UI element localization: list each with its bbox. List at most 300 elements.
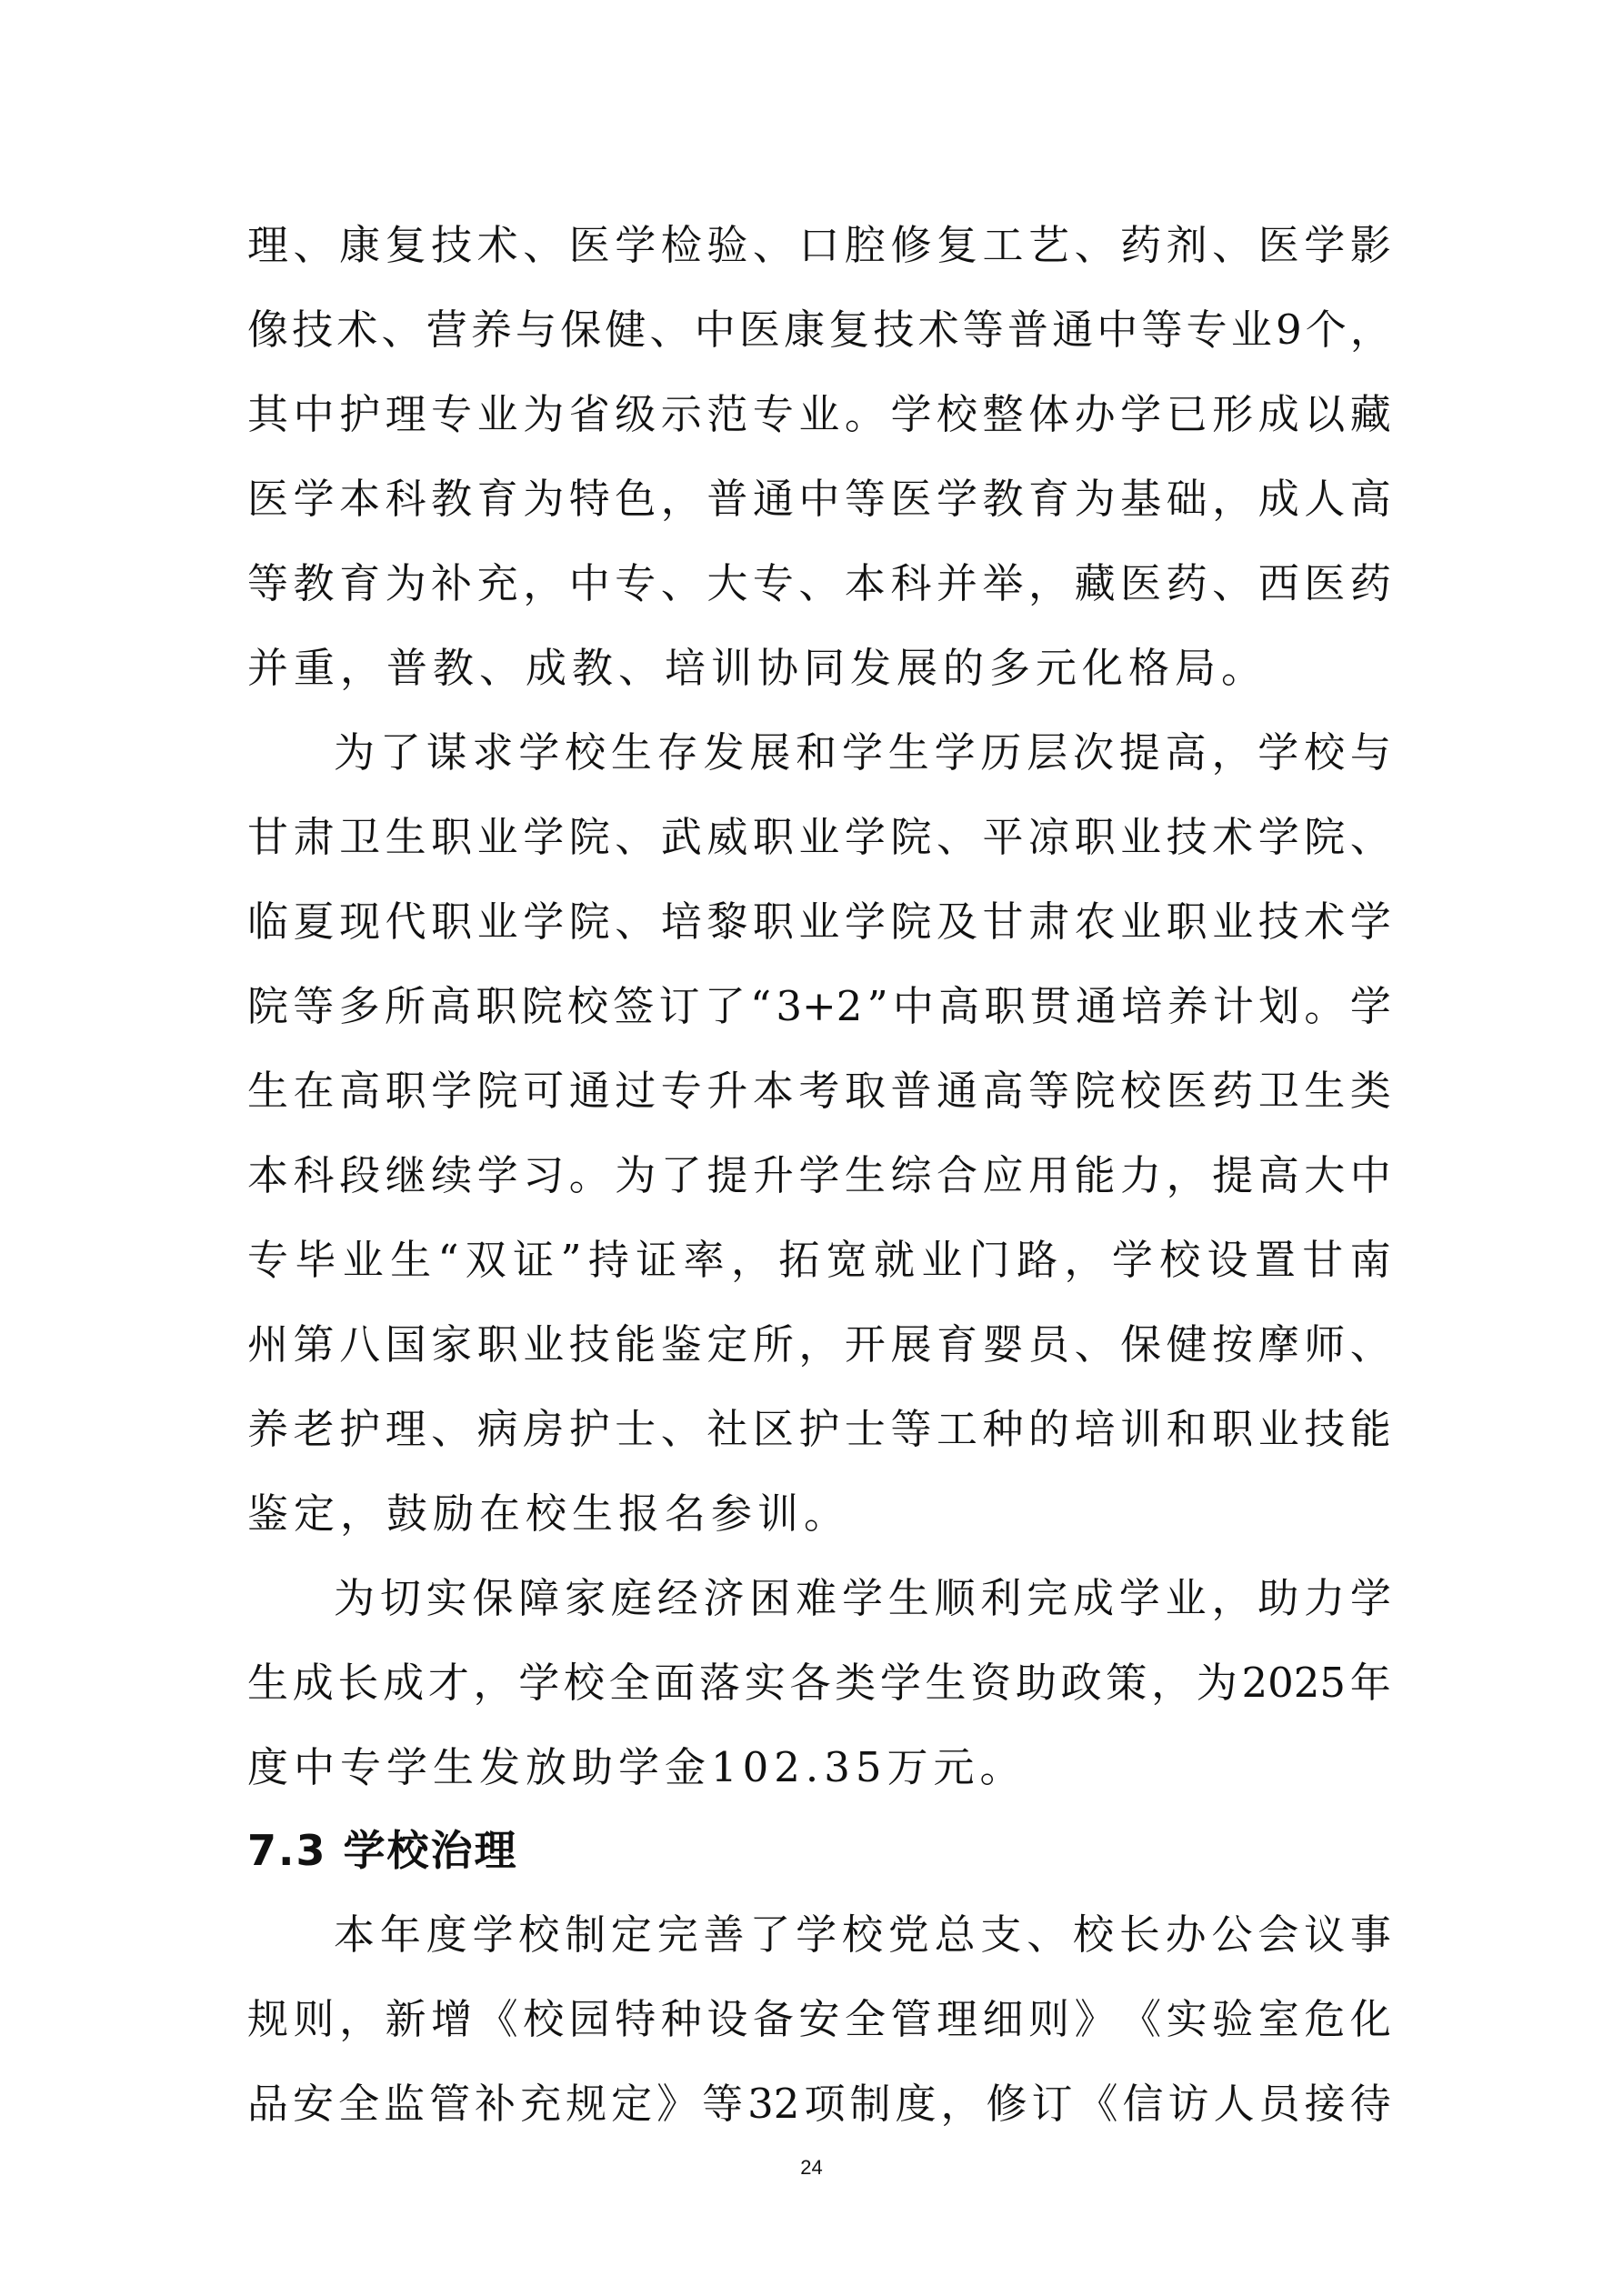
glyph: ，: [523, 559, 565, 607]
glyph: 、: [615, 897, 656, 946]
glyph: 监: [384, 2080, 426, 2128]
glyph: 3+2: [776, 982, 863, 1030]
glyph: 度: [895, 2080, 937, 2128]
glyph: 《: [1120, 1995, 1162, 2043]
glyph: 业: [798, 813, 840, 861]
glyph: 中: [694, 306, 736, 354]
glyph: 本: [339, 475, 381, 523]
glyph: 证: [513, 1236, 555, 1284]
glyph: 业: [1165, 1574, 1207, 1622]
glyph: 职: [752, 897, 794, 946]
glyph: 双: [465, 1236, 506, 1284]
paragraph-1-line-1: [247, 218, 1391, 273]
glyph: 业: [798, 897, 840, 946]
glyph: 生: [887, 728, 929, 777]
section-paragraph-line-3: [247, 2077, 1391, 2131]
glyph: 院: [247, 982, 289, 1030]
glyph: 州: [247, 1320, 289, 1369]
glyph: 持: [587, 1236, 629, 1284]
glyph: 校: [936, 390, 977, 438]
glyph: ”: [560, 1236, 582, 1284]
paragraph-1-line-6: 并重，普教、成教、培训协同发展的多元化格局。: [247, 644, 1268, 692]
glyph: 路: [1017, 1236, 1058, 1284]
glyph: 术: [476, 221, 518, 269]
glyph: 业: [476, 813, 518, 861]
glyph: 各: [789, 1659, 831, 1707]
glyph: 了: [704, 982, 746, 1030]
glyph: 士: [844, 1405, 886, 1453]
glyph: 力: [1120, 1151, 1162, 1199]
glyph: 等: [1028, 1067, 1070, 1115]
glyph: 士: [615, 1405, 656, 1453]
glyph: 困: [749, 1574, 791, 1622]
glyph: 、: [660, 1405, 702, 1453]
glyph: 考: [798, 1067, 840, 1115]
glyph: 危: [1304, 1995, 1346, 2043]
glyph: 。: [844, 390, 886, 438]
glyph: ，: [660, 475, 702, 523]
glyph: 业: [523, 1320, 565, 1369]
glyph: 育: [476, 475, 518, 523]
glyph: 等: [962, 306, 1004, 354]
glyph: 健: [1166, 1320, 1207, 1369]
glyph: 特: [615, 1995, 656, 2043]
glyph: 了: [379, 728, 421, 777]
glyph: 为: [523, 475, 565, 523]
glyph: 所: [384, 982, 426, 1030]
glyph: ，: [473, 1659, 515, 1707]
glyph: 学: [1349, 897, 1391, 946]
paragraph-2-line-4: [247, 979, 1391, 1034]
glyph: 学: [798, 1151, 840, 1199]
glyph: 在: [293, 1067, 335, 1115]
paragraph-2-line-3: [247, 895, 1391, 949]
glyph: 为: [1196, 1659, 1237, 1707]
glyph: 科: [293, 1151, 335, 1199]
glyph: 普: [706, 475, 748, 523]
glyph: 类: [1349, 1067, 1391, 1115]
glyph: 职: [1074, 813, 1116, 861]
glyph: 学: [1111, 1236, 1153, 1284]
glyph: 细: [982, 1995, 1024, 2043]
glyph: 药: [1212, 1067, 1254, 1115]
paragraph-1-line-4: [247, 472, 1391, 526]
glyph: 会: [1257, 1910, 1299, 1959]
glyph: 支: [980, 1910, 1022, 1959]
glyph: 助: [1257, 1574, 1299, 1622]
glyph: 为: [385, 559, 426, 607]
glyph: 善: [703, 1910, 745, 1959]
glyph: 艺: [1028, 221, 1070, 269]
glyph: 口: [798, 221, 840, 269]
glyph: 室: [1257, 1995, 1299, 2043]
paragraph-2-line-8: [247, 1318, 1391, 1372]
glyph: 谋: [426, 728, 467, 777]
glyph: 生: [610, 728, 652, 777]
glyph: 通: [568, 1067, 610, 1115]
glyph: 普: [890, 1067, 932, 1115]
glyph: 及: [936, 897, 977, 946]
glyph: 肃: [1028, 897, 1070, 946]
glyph: 校: [563, 1659, 605, 1707]
glyph: 卫: [339, 813, 381, 861]
glyph: 育: [936, 1320, 977, 1369]
glyph: 生: [247, 1659, 289, 1707]
glyph: 医: [1120, 559, 1162, 607]
glyph: 技: [1304, 1405, 1346, 1453]
glyph: 验: [1212, 1995, 1254, 2043]
glyph: 医: [1257, 221, 1299, 269]
glyph: 成: [292, 1659, 334, 1707]
glyph: 增: [431, 1995, 473, 2043]
glyph: 段: [339, 1151, 381, 1199]
glyph: 国: [385, 1320, 426, 1369]
section-paragraph-line-1: [334, 1908, 1391, 1962]
glyph: 复: [385, 221, 426, 269]
glyph: 次: [1073, 728, 1115, 777]
glyph: 《: [476, 1995, 518, 2043]
glyph: 护: [568, 1405, 610, 1453]
glyph: 理: [385, 1405, 426, 1453]
glyph: 园: [568, 1995, 610, 2043]
glyph: 高: [1165, 728, 1207, 777]
glyph: 通: [936, 1067, 977, 1115]
glyph: 养: [247, 1405, 289, 1453]
glyph: 等: [844, 475, 886, 523]
glyph: 、: [752, 221, 794, 269]
glyph: 理: [385, 390, 426, 438]
glyph: 经: [656, 1574, 698, 1622]
glyph: 举: [982, 559, 1024, 607]
glyph: 。: [1304, 982, 1346, 1030]
glyph: 职: [1212, 1405, 1254, 1453]
glyph: 化: [1349, 1995, 1391, 2043]
glyph: 色: [615, 475, 656, 523]
glyph: 本: [844, 559, 886, 607]
glyph: 、: [660, 559, 702, 607]
glyph: ，: [1028, 559, 1070, 607]
section-heading: 7.3 学校治理: [247, 1826, 518, 1875]
glyph: 专: [615, 559, 656, 607]
glyph: 续: [431, 1151, 473, 1199]
glyph: 充: [476, 559, 518, 607]
glyph: 复: [828, 306, 870, 354]
glyph: 医: [1304, 559, 1346, 607]
glyph: 按: [1212, 1320, 1254, 1369]
glyph: 2025: [1241, 1659, 1346, 1707]
glyph: 业: [1230, 306, 1272, 354]
glyph: 专: [752, 390, 794, 438]
glyph: 安: [293, 2080, 335, 2128]
glyph: 发: [703, 728, 745, 777]
glyph: 修: [986, 2080, 1027, 2128]
glyph: 成: [1257, 475, 1299, 523]
glyph: 所: [752, 1320, 794, 1369]
glyph: 员: [1258, 2080, 1300, 2128]
glyph: 校: [1304, 728, 1346, 777]
glyph: 存: [656, 728, 698, 777]
glyph: 区: [752, 1405, 794, 1453]
glyph: 订: [1031, 2080, 1073, 2128]
glyph: 个: [1305, 306, 1347, 354]
glyph: 业: [1212, 897, 1254, 946]
glyph: 完: [656, 1910, 698, 1959]
glyph: 专: [431, 390, 473, 438]
glyph: 培: [660, 897, 702, 946]
glyph: 中: [568, 559, 610, 607]
glyph: 省: [568, 390, 610, 438]
glyph: 管: [429, 2080, 471, 2128]
glyph: 安: [798, 1995, 840, 2043]
glyph: 业: [1120, 813, 1162, 861]
glyph: 习: [523, 1151, 565, 1199]
glyph: 技: [1166, 813, 1207, 861]
glyph: 品: [247, 2080, 289, 2128]
glyph: 职: [476, 982, 517, 1030]
glyph: 过: [615, 1067, 656, 1115]
glyph: 高: [1349, 475, 1391, 523]
glyph: 全: [338, 2080, 380, 2128]
glyph: 校: [841, 1910, 883, 1959]
glyph: ，: [1151, 1659, 1193, 1707]
glyph: 学: [841, 728, 883, 777]
glyph: 提: [706, 1151, 748, 1199]
glyph: 术: [1212, 813, 1254, 861]
glyph: 高: [982, 1067, 1024, 1115]
glyph: 成: [1257, 390, 1299, 438]
glyph: 学: [523, 897, 565, 946]
glyph: 药: [1120, 221, 1162, 269]
glyph: 员: [1028, 1320, 1070, 1369]
glyph: 通: [1052, 306, 1094, 354]
glyph: 以: [1304, 390, 1346, 438]
glyph: 、: [1074, 1320, 1116, 1369]
glyph: 的: [1028, 1405, 1070, 1453]
glyph: 肃: [293, 813, 335, 861]
glyph: 技: [568, 1320, 610, 1369]
glyph: 业: [476, 897, 518, 946]
glyph: 规: [247, 1995, 289, 2043]
glyph: 、: [381, 306, 423, 354]
glyph: 业: [921, 1236, 963, 1284]
glyph: 其: [247, 390, 289, 438]
glyph: 业: [342, 1236, 384, 1284]
glyph: 类: [835, 1659, 877, 1707]
paragraph-3-line-1: [334, 1571, 1391, 1626]
glyph: 甘: [1302, 1236, 1344, 1284]
glyph: 已: [1166, 390, 1207, 438]
glyph: 药: [1166, 559, 1207, 607]
glyph: 黎: [706, 897, 748, 946]
glyph: 度: [426, 1910, 467, 1959]
glyph: 继: [385, 1151, 426, 1199]
glyph: 术: [336, 306, 378, 354]
glyph: 政: [1060, 1659, 1102, 1707]
glyph: 老: [293, 1405, 335, 1453]
glyph: 应: [982, 1151, 1024, 1199]
glyph: 切: [379, 1574, 421, 1622]
glyph: 康: [784, 306, 826, 354]
glyph: 业: [476, 390, 518, 438]
glyph: 工: [936, 1405, 977, 1453]
glyph: 提: [1118, 728, 1160, 777]
paragraph-3-line-2: [247, 1656, 1391, 1710]
glyph: 基: [1120, 475, 1162, 523]
glyph: 定: [611, 2080, 653, 2128]
glyph: 甘: [982, 897, 1024, 946]
glyph: 、: [431, 1405, 473, 1453]
glyph: 并: [936, 559, 977, 607]
glyph: 学: [1118, 1574, 1160, 1622]
glyph: 像: [247, 306, 289, 354]
glyph: 摩: [1257, 1320, 1299, 1369]
glyph: 职: [385, 1067, 426, 1115]
glyph: 、: [615, 813, 656, 861]
glyph: ，: [730, 1236, 772, 1284]
glyph: 利: [980, 1574, 1022, 1622]
glyph: 学: [1120, 390, 1162, 438]
glyph: 实: [426, 1574, 467, 1622]
glyph: 藏: [1074, 559, 1116, 607]
glyph: 普: [1007, 306, 1048, 354]
glyph: 顺: [934, 1574, 976, 1622]
glyph: 32: [747, 2080, 800, 2128]
glyph: 可: [523, 1067, 565, 1115]
glyph: 设: [706, 1995, 748, 2043]
glyph: 鉴: [660, 1320, 702, 1369]
glyph: 办: [1165, 1910, 1207, 1959]
glyph: 年: [1349, 1659, 1391, 1707]
glyph: 教: [293, 559, 335, 607]
glyph: 培: [1074, 1405, 1116, 1453]
glyph: 率: [683, 1236, 725, 1284]
glyph: 威: [706, 813, 748, 861]
glyph: 长: [337, 1659, 379, 1707]
glyph: ，: [1211, 728, 1253, 777]
glyph: 力: [1304, 1574, 1346, 1622]
glyph: 本: [334, 1910, 376, 1959]
glyph: 新: [385, 1995, 426, 2043]
glyph: 家: [431, 1320, 473, 1369]
glyph: 检: [660, 221, 702, 269]
glyph: 、: [1212, 221, 1254, 269]
glyph: 证: [636, 1236, 677, 1284]
glyph: 复: [936, 221, 977, 269]
glyph: 特: [568, 475, 610, 523]
glyph: 院: [1304, 813, 1346, 861]
glyph: ”: [867, 982, 888, 1030]
glyph: 高: [339, 1067, 381, 1115]
glyph: 家: [565, 1574, 606, 1622]
glyph: 、: [936, 813, 977, 861]
glyph: 卫: [1257, 1067, 1299, 1115]
glyph: 本: [247, 1151, 289, 1199]
glyph: 病: [476, 1405, 518, 1453]
glyph: 训: [1120, 1405, 1162, 1453]
glyph: 等: [702, 2080, 744, 2128]
glyph: 管: [890, 1995, 932, 2043]
glyph: 凉: [1028, 813, 1070, 861]
glyph: 西: [1257, 559, 1299, 607]
paragraph-2-line-9: [247, 1402, 1391, 1457]
glyph: 学: [293, 475, 335, 523]
glyph: 学: [844, 813, 886, 861]
paragraph-2-line-7: [247, 1233, 1391, 1288]
glyph: 、: [1212, 559, 1254, 607]
glyph: 等: [1141, 306, 1183, 354]
glyph: 、: [798, 559, 840, 607]
glyph: 总: [934, 1910, 976, 1959]
glyph: 院: [521, 982, 563, 1030]
glyph: 理: [936, 1995, 977, 2043]
glyph: 补: [475, 2080, 516, 2128]
glyph: 济: [703, 1574, 745, 1622]
glyph: 策: [1106, 1659, 1147, 1707]
glyph: 职: [752, 813, 794, 861]
glyph: 生: [385, 813, 426, 861]
glyph: ，: [798, 1320, 840, 1369]
glyph: 综: [890, 1151, 932, 1199]
glyph: 与: [1349, 728, 1391, 777]
glyph: 第: [293, 1320, 335, 1369]
glyph: 置: [1254, 1236, 1296, 1284]
glyph: 医: [738, 306, 780, 354]
glyph: 9: [1275, 306, 1302, 354]
glyph: 学: [844, 897, 886, 946]
glyph: 和: [1166, 1405, 1207, 1453]
glyph: 职: [476, 1320, 518, 1369]
glyph: 全: [844, 1995, 886, 2043]
glyph: 生: [887, 1574, 929, 1622]
glyph: 、: [1349, 813, 1391, 861]
glyph: 院: [568, 897, 610, 946]
glyph: 专: [247, 1236, 289, 1284]
glyph: 医: [890, 475, 932, 523]
glyph: 校: [565, 728, 606, 777]
glyph: 康: [339, 221, 381, 269]
glyph: 护: [339, 1405, 381, 1453]
glyph: 长: [1118, 1910, 1160, 1959]
glyph: 、: [523, 221, 565, 269]
glyph: 级: [615, 390, 656, 438]
glyph: 访: [1167, 2080, 1209, 2128]
glyph: 、: [1074, 221, 1116, 269]
glyph: 门: [968, 1236, 1010, 1284]
glyph: 用: [1028, 1151, 1070, 1199]
glyph: 示: [660, 390, 702, 438]
page-number: 24: [800, 2156, 823, 2179]
glyph: 学: [1257, 728, 1299, 777]
glyph: 信: [1122, 2080, 1164, 2128]
glyph: 大: [1304, 1151, 1346, 1199]
glyph: 通: [752, 475, 794, 523]
glyph: 。: [568, 1151, 610, 1199]
glyph: 范: [706, 390, 748, 438]
glyph: 业: [798, 390, 840, 438]
glyph: 专: [1186, 306, 1227, 354]
glyph: 校: [523, 1995, 565, 2043]
glyph: 农: [1074, 897, 1116, 946]
glyph: 中: [798, 475, 840, 523]
glyph: 房: [523, 1405, 565, 1453]
glyph: 党: [887, 1910, 929, 1959]
glyph: 能: [1349, 1405, 1391, 1453]
glyph: ，: [339, 1995, 381, 2043]
glyph: 校: [566, 982, 608, 1030]
glyph: 剂: [1166, 221, 1207, 269]
glyph: 才: [427, 1659, 469, 1707]
glyph: 议: [1304, 1910, 1346, 1959]
